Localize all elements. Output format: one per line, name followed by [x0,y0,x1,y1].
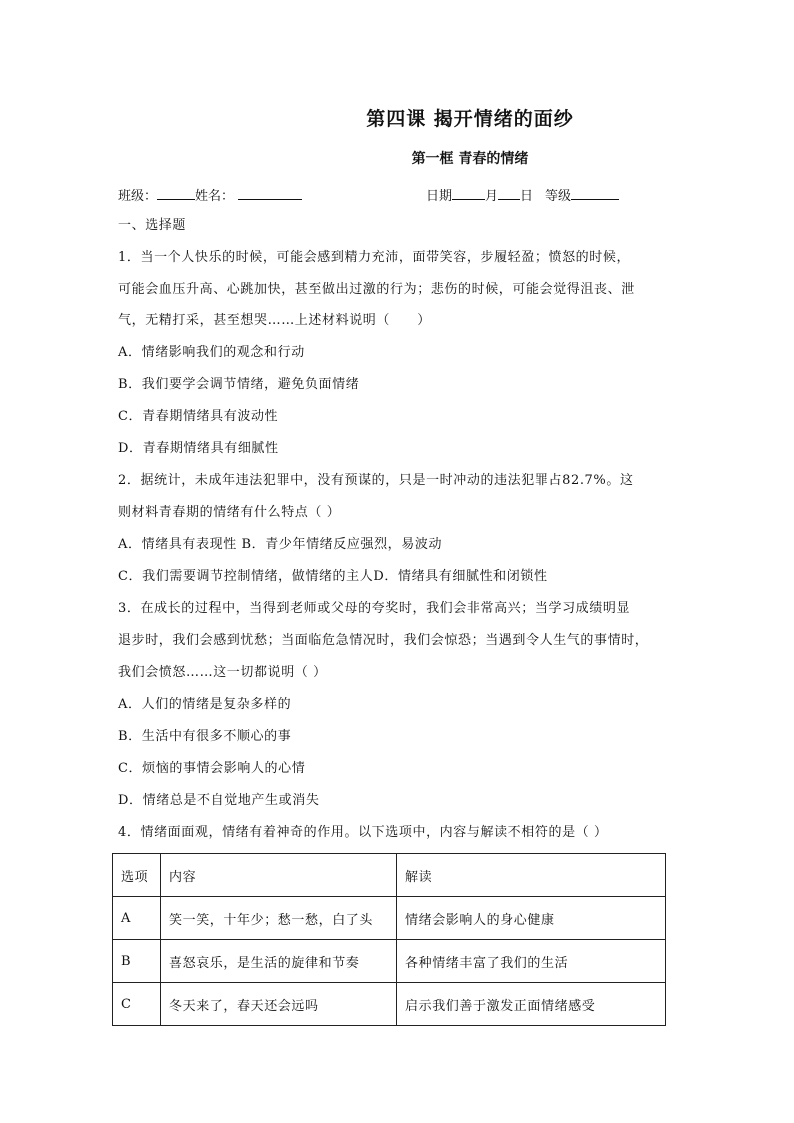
table-cell-interpretation: 启示我们善于激发正面情绪感受 [397,983,666,1026]
q2-line-2: 则材料青春期的情绪有什么特点（ ） [118,505,341,520]
table-cell-content: 冬天来了，春天还会远吗 [161,983,397,1026]
class-label: 班级： [118,189,158,204]
student-info-row [118,185,678,203]
table-header-row [113,854,666,897]
q3-option-b[interactable]: B．生活中有很多不顺心的事 [118,729,292,744]
name-label: 姓名： [195,189,235,204]
class-blank[interactable] [157,186,195,200]
grade-label: 等级 [545,189,572,204]
q3-option-d[interactable]: D．情绪总是不自觉地产生或消失 [118,793,320,808]
q4-options-table [112,853,666,1026]
table-cell-interpretation: 情绪会影响人的身心健康 [397,897,666,940]
q3-line-1: 3．在成长的过程中，当得到老师或父母的夸奖时，我们会非常高兴；当学习成绩明显 [118,601,631,616]
name-blank[interactable] [238,186,302,200]
q2-line-1: 2．据统计，未成年违法犯罪中，没有预谋的，只是一时冲动的违法犯罪占82.7%。这 [118,473,634,488]
q1-option-b[interactable]: B．我们要学会调节情绪，避免负面情绪 [118,377,360,392]
q1-line-3: 气，无精打采，甚至想哭……上述材料说明（ ） [118,313,431,328]
date-grade-group [426,185,619,204]
q3-option-c[interactable]: C．烦恼的事情会影响人的心情 [118,761,306,776]
table-cell-interpretation: 各种情绪丰富了我们的生活 [397,940,666,983]
month-blank[interactable] [498,186,520,200]
q2-options-ab[interactable]: A．情绪具有表现性 B．青少年情绪反应强烈，易波动 [118,537,443,552]
q3-line-2: 退步时，我们会感到忧愁；当面临危急情况时，我们会惊恐；当遇到令人生气的事情时， [118,633,649,648]
table-header-cell: 内容 [161,854,397,897]
q1-line-1: 1．当一个人快乐的时候，可能会感到精力充沛，面带笑容，步履轻盈；愤怒的时候， [118,250,631,265]
table-row[interactable] [113,983,666,1026]
page-title: 第四课 揭开情绪的面纱 [366,108,574,130]
section-heading: 一、选择题 [118,218,187,233]
q1-option-d[interactable]: D．青春期情绪具有细腻性 [118,441,279,456]
grade-blank[interactable] [571,186,619,200]
table-row[interactable] [113,940,666,983]
table-cell-option: B [113,940,161,983]
table-cell-content: 喜怒哀乐，是生活的旋律和节奏 [161,940,397,983]
day-label: 日 [520,189,534,204]
table-header-cell: 选项 [113,854,161,897]
date-label: 日期 [426,189,453,204]
q1-option-c[interactable]: C．青春期情绪具有波动性 [118,409,279,424]
q1-line-2: 可能会血压升高、心跳加快，甚至做出过激的行为；悲伤的时候，可能会觉得沮丧、泄 [118,282,635,297]
q3-line-3: 我们会愤怒……这一切都说明（ ） [118,665,327,680]
table-header-cell: 解读 [397,854,666,897]
table-row[interactable] [113,897,666,940]
date-blank[interactable] [452,186,485,200]
q3-option-a[interactable]: A．人们的情绪是复杂多样的 [118,697,292,712]
q1-option-a[interactable]: A．情绪影响我们的观念和行动 [118,345,305,360]
q2-options-cd[interactable]: C．我们需要调节控制情绪，做情绪的主人D．情绪具有细腻性和闭锁性 [118,569,548,584]
table-cell-option: A [113,897,161,940]
month-label: 月 [485,189,499,204]
table-cell-option: C [113,983,161,1026]
page-subtitle: 第一框 青春的情绪 [411,151,529,167]
table-cell-content: 笑一笑，十年少；愁一愁，白了头 [161,897,397,940]
q4-line-1: 4．情绪面面观，情绪有着神奇的作用。以下选项中，内容与解读不相符的是（ ） [118,825,608,840]
